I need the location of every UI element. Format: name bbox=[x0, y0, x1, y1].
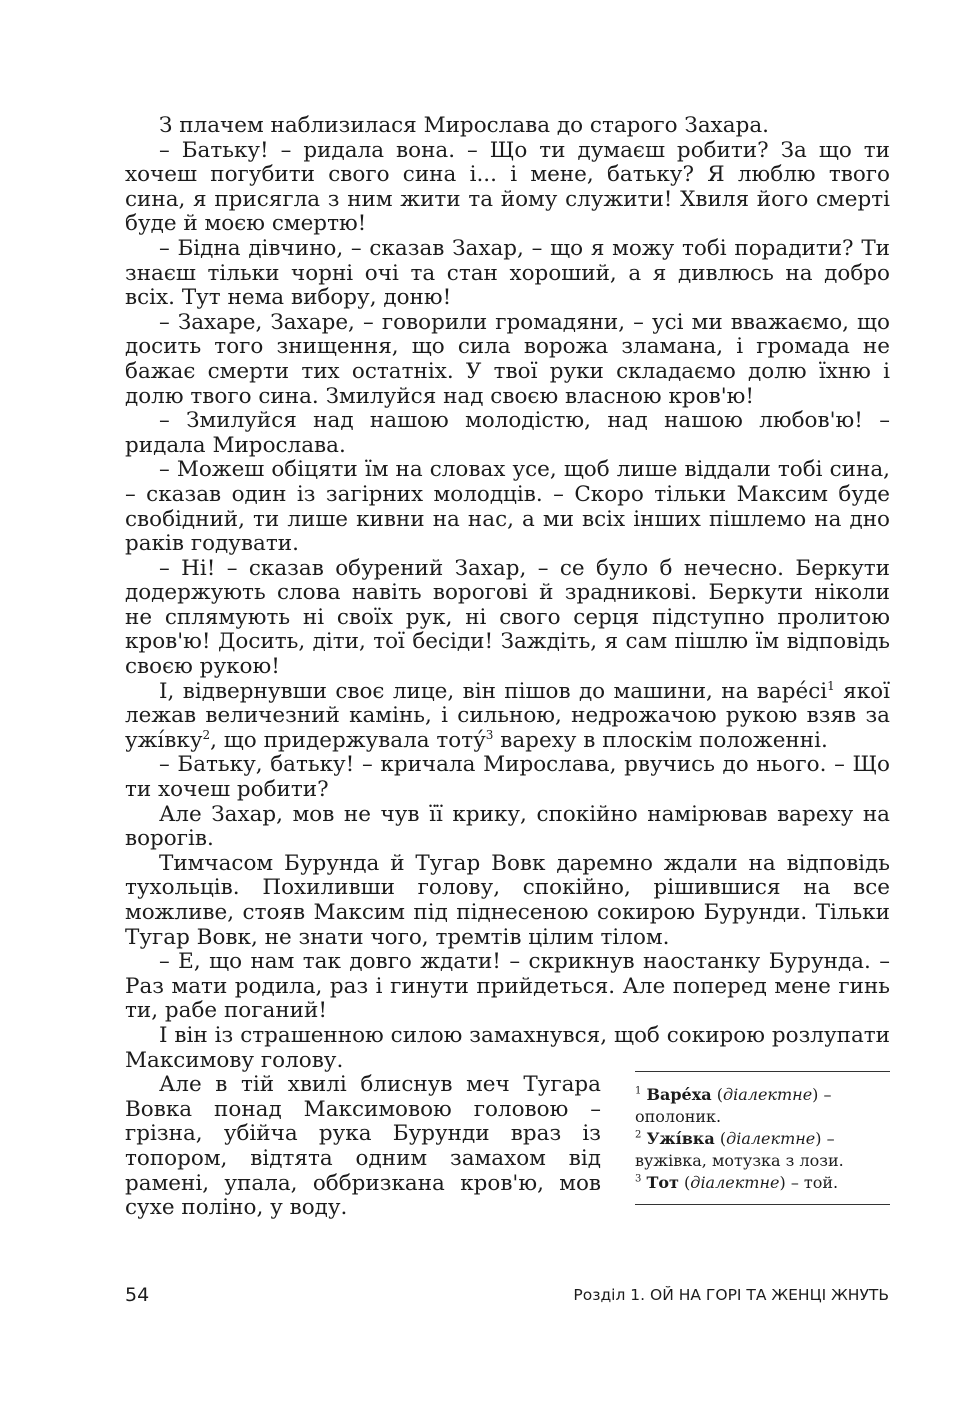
section-title: Розділ 1. ОЙ НА ГОРІ ТА ЖЕНЦІ ЖНУТЬ bbox=[573, 1286, 889, 1304]
paragraph: – Захаре, Захаре, – говорили громадяни, – усі ми вважаємо, що досить того знищення, що сила ворожа зламана, і громада не бажає смерти тих остатніх. У твої руки складаємо долю їхню і долю твого сина. Змилуйся над своєю власною кров'ю! bbox=[125, 309, 890, 409]
last-block bbox=[125, 1073, 890, 1221]
footnote: $^2$ Ужі́вка (діалектне) – вужівка, мотузка з лози. bbox=[635, 1129, 844, 1171]
footnote-qualifier: діалектне bbox=[726, 1129, 816, 1149]
paragraph: – Змилуйся над нашою молодістю, над нашою любов'ю! – ридала Мирослава. bbox=[125, 408, 890, 458]
paragraph: – Бідна дівчино, – сказав Захар, – що я можу тобі порадити? Ти знаєш тільки чорні очі та стан хороший, а я дивлюсь на добро всіх. Тут нема вибору, доню! bbox=[125, 235, 890, 311]
footnote-definition: – той. bbox=[785, 1173, 839, 1193]
footnote-definition: – ополоник. bbox=[635, 1085, 832, 1127]
footnote-number: 1 bbox=[635, 1085, 642, 1097]
paragraph: Але Захар, мов не чув її крику, спокійно намірював вареху на ворогів. bbox=[125, 801, 890, 852]
paragraph-text: , що придержувала тоту́ bbox=[210, 727, 486, 753]
paragraph: І він із страшенною силою замахнувся, щоб сокирою розлупати Максимову голову. bbox=[125, 1022, 890, 1073]
footnote-qualifier: діалектне bbox=[722, 1085, 813, 1105]
page-number: 54 bbox=[125, 1284, 150, 1306]
paragraph: З плачем наблизилася Мирослава до старого Захара. bbox=[159, 113, 769, 138]
paragraph-with-footnotes bbox=[125, 680, 890, 754]
footnote-number: 2 bbox=[635, 1129, 642, 1141]
paragraph-text: якої лежав величезний камінь, і сильною, недрожачою рукою взяв за ужі́вку bbox=[125, 678, 890, 753]
footnote-definition: – вужівка, мотузка з лози. bbox=[635, 1129, 844, 1171]
paragraph: – Батьку, батьку! – кричала Мирослава, рвучись до нього. – Що ти хочеш робити? bbox=[125, 752, 890, 803]
paragraph: Тимчасом Бурунда й Тугар Вовк даремно ждали на відповідь тухольців. Похиливши голову, спокійно, рішившися на все можливе, стояв Максим під піднесеною сокирою Бурунди. Тільки Тугар Вовк, не знати чого, тремтів цілим тілом. bbox=[125, 850, 890, 950]
last-paragraph: Але в тій хвилі блиснув меч Тугара Вовка понад Максимовою головою – грізна, убійча рука Бурунди враз із топором, відтята одним замахом від рамені, упала, оббризкана кров'ю, мов сухе поліно, у воду. bbox=[125, 1072, 601, 1221]
paragraph: – Батьку! – ридала вона. – Що ти думаєш робити? За що ти хочеш погубити свого сина і... і мене, батьку? Я люблю твого сина, я присягла з ним жити та йому служити! Хвиля його смерті буде й моєю смертю! bbox=[125, 137, 890, 237]
footnote-term: Варе́ха bbox=[646, 1085, 712, 1105]
paragraph-text: вареху в плоскім положенні. bbox=[493, 727, 828, 753]
paragraph: – Е, що нам так довго ждати! – скрикнув наостанку Бурунда. – Раз мати родила, раз і гинути прийдеться. Але поперед мене гинь ти, рабе поганий! bbox=[125, 949, 890, 1024]
footnote: $^1$ Варе́ха (діалектне) – ополоник. bbox=[635, 1085, 832, 1127]
paragraph-text: І, відвернувши своє лице, він пішов до машини, на варе́сі bbox=[159, 678, 828, 704]
footnote: $^3$ Тот (діалектне) – той. bbox=[635, 1173, 839, 1193]
footnotes-box bbox=[635, 1071, 890, 1205]
footnote-ref: 2 bbox=[202, 727, 211, 742]
footnote-term: Ужі́вка bbox=[646, 1129, 715, 1149]
paragraph: – Ні! – сказав обурений Захар, – се було б нечесно. Беркути додержують слова навіть ворогові й зрадникові. Беркути ніколи не сплямують ні своїх рук, ні свого серця підступно пролитою кров'ю! Досить, діти, тої бесіди! Заждіть, я сам пішлю їм відповідь своєю рукою! bbox=[125, 555, 890, 680]
footnote-ref: 1 bbox=[827, 678, 835, 693]
footnote-qualifier: діалектне bbox=[690, 1173, 780, 1193]
body-text bbox=[125, 114, 890, 1221]
paragraph: – Можеш обіцяти їм на словах усе, щоб лише віддали тобі сина, – сказав один із загірних молодців. – Скоро тільки Максим буде свобідний, ти лише кивни на нас, а ми всіх інших пішлемо на дно раків годувати. bbox=[125, 457, 890, 557]
footnote-number: 3 bbox=[635, 1173, 642, 1185]
footnote-term: Тот bbox=[646, 1173, 679, 1193]
footnote-ref: 3 bbox=[485, 727, 494, 742]
